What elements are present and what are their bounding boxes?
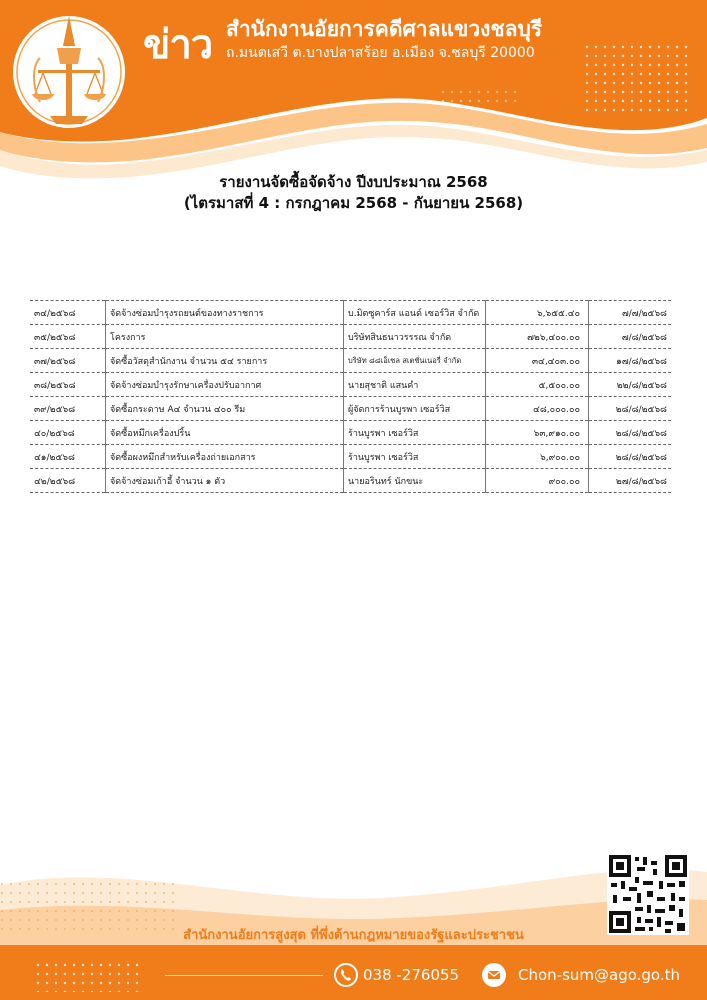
contact-phone[interactable]: 038 -276055 [363,966,460,984]
contract-amount: ๖,๙๐๐.๐๐ [486,445,589,469]
contract-date: ๑๗/๘/๒๕๖๘ [589,349,672,373]
footer-divider [165,975,323,976]
table-row [30,373,671,397]
contract-date: ๒๘/๘/๒๕๖๘ [589,421,672,445]
table-row [30,469,671,493]
attorney-general-seal-icon [10,6,128,132]
vendor-name: บริษัทสินธนาวรรรณ จำกัด [344,325,486,349]
contract-amount: ๖,๖๕๕.๔๐ [486,301,589,325]
vendor-name: บ.มิตซูคาร์ส แอนด์ เซอร์วิส จำกัด [344,301,486,325]
footer-slogan: สำนักงานอัยการสูงสุด ที่พึ่งด้านกฎหมายของรัฐและประชาชน [183,928,524,943]
contract-number: ๓๙/๒๕๖๘ [30,397,106,421]
table-row [30,301,671,325]
table-row [30,445,671,469]
vendor-name: ร้านบูรพา เซอร์วิส [344,445,486,469]
contract-date: ๒๘/๘/๒๕๖๘ [589,397,672,421]
contract-date: ๒๘/๘/๒๕๖๘ [589,445,672,469]
contract-date: ๒๒/๘/๒๕๖๘ [589,373,672,397]
contract-number: ๓๔/๒๕๖๘ [30,301,106,325]
contract-amount: ๓๔,๔๐๓.๐๐ [486,349,589,373]
mail-icon [482,963,506,987]
contract-date: ๒๗/๘/๒๕๖๘ [589,469,672,493]
vendor-name: ผู้จัดการร้านบูรพา เซอร์วิส [344,397,486,421]
contact-email[interactable]: Chon-sum@ago.go.th [518,966,680,984]
item-description: จัดซื้อกระดาษ A๔ จำนวน ๔๐๐ รีม [106,397,344,421]
item-description: โครงการ [106,325,344,349]
item-description: จัดจ้างซ่อมบำรุงรักษาเครื่องปรับอากาศ [106,373,344,397]
office-address: ถ.มนตเสวี ต.บางปลาสร้อย อ.เมือง จ.ชลบุรี 20000 [226,45,535,61]
item-description: จัดซื้อผงหมึกสำหรับเครื่องถ่ายเอกสาร [106,445,344,469]
contract-number: ๓๕/๒๕๖๘ [30,325,106,349]
contract-date: ๗/๗/๒๕๖๘ [589,301,672,325]
item-description: จัดซื้อวัสดุสำนักงาน จำนวน ๕๔ รายการ [106,349,344,373]
office-name: สำนักงานอัยการคดีศาลแขวงชลบุรี [226,17,543,41]
phone-icon [334,963,358,987]
table-row [30,349,671,373]
table-row [30,325,671,349]
vendor-name: นายอรินทร์ นักขนะ [344,469,486,493]
table-row [30,421,671,445]
contract-number: ๔๒/๒๕๖๘ [30,469,106,493]
contract-amount: ๗๒๖,๔๐๐.๐๐ [486,325,589,349]
item-description: จัดจ้างซ่อมบำรุงรถยนต์ของทางราชการ [106,301,344,325]
item-description: จัดจ้างซ่อมเก้าอี้ จำนวน ๑ ตัว [106,469,344,493]
qr-code-icon[interactable] [607,853,689,935]
contract-date: ๗/๘/๒๕๖๘ [589,325,672,349]
procurement-table [30,300,671,493]
vendor-name: ร้านบูรพา เซอร์วิส [344,421,486,445]
contract-amount: ๙๐๐.๐๐ [486,469,589,493]
contract-number: ๓๗/๒๕๖๘ [30,349,106,373]
news-label: ข่าว [143,22,213,68]
contract-number: ๓๘/๒๕๖๘ [30,373,106,397]
table-row [30,397,671,421]
contract-amount: ๔๘,๐๐๐.๐๐ [486,397,589,421]
report-subtitle: (ไตรมาสที่ 4 : กรกฎาคม 2568 - กันยายน 2568) [183,194,524,212]
vendor-name: บริษัท ๘๘เอ็เซล สเตชั่นเนอรี่ จำกัด [344,349,486,373]
contract-number: ๔๑/๒๕๖๘ [30,445,106,469]
item-description: จัดซื้อหมึกเครื่องปริ้น [106,421,344,445]
contract-number: ๔๐/๒๕๖๘ [30,421,106,445]
contract-amount: ๕,๕๐๐.๐๐ [486,373,589,397]
contract-amount: ๖๓,๙๑๐.๐๐ [486,421,589,445]
vendor-name: นายสุชาติ แสนคำ [344,373,486,397]
report-title: รายงานจัดซื้อจัดจ้าง ปีงบประมาณ 2568 [219,173,488,191]
